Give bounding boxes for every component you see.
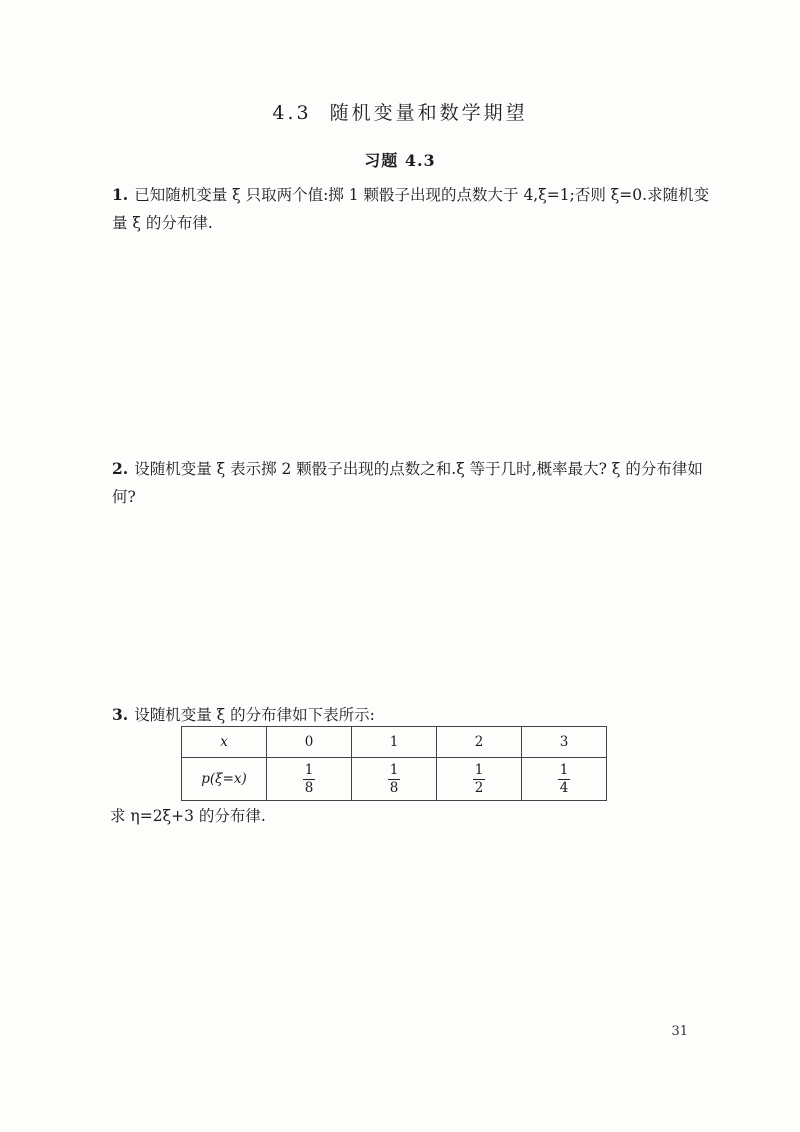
fraction-denominator: 2	[474, 780, 484, 796]
problem-3	[112, 701, 712, 729]
table-row-label-x: x	[182, 727, 267, 758]
page-number: 31	[671, 1024, 688, 1039]
problem-number: 3.	[112, 705, 129, 724]
problem-text: 设随机变量 ξ 的分布律如下表所示:	[134, 706, 375, 724]
table-cell-prob	[352, 758, 437, 801]
table-row-label-p: p(ξ=x)	[182, 758, 267, 801]
table-cell-prob	[437, 758, 522, 801]
table-cell-prob	[522, 758, 607, 801]
fraction-numerator: 1	[474, 762, 484, 778]
table-cell-prob	[267, 758, 352, 801]
fraction-numerator: 1	[559, 762, 569, 778]
table-cell-x: 0	[267, 727, 352, 758]
table-cell-x: 1	[352, 727, 437, 758]
fraction	[473, 763, 485, 796]
fraction	[303, 763, 315, 796]
section-title	[0, 98, 800, 125]
fraction	[558, 763, 570, 796]
problem-number: 2.	[112, 459, 129, 478]
problem-text: 设随机变量 ξ 表示掷 2 颗骰子出现的点数之和.ξ 等于几时,概率最大? ξ 的分布律如何?	[112, 460, 703, 506]
fraction-numerator: 1	[389, 762, 399, 778]
fraction-denominator: 8	[304, 780, 314, 796]
subsection-title: 习题 4.3	[364, 151, 436, 170]
problem-3-question: 求 η=2ξ+3 的分布律.	[110, 807, 266, 825]
table-row	[182, 758, 607, 801]
distribution-table	[181, 726, 607, 801]
section-number: 4.3	[272, 102, 312, 124]
fraction	[388, 763, 400, 796]
problem-1	[112, 181, 712, 237]
table-row	[182, 727, 607, 758]
fraction-denominator: 4	[559, 780, 569, 796]
fraction-numerator: 1	[304, 762, 314, 778]
table-cell-x: 3	[522, 727, 607, 758]
fraction-denominator: 8	[389, 780, 399, 796]
table-cell-x: 2	[437, 727, 522, 758]
problem-2	[112, 455, 712, 511]
problem-number: 1.	[112, 185, 129, 204]
section-heading: 随机变量和数学期望	[329, 102, 528, 124]
problem-text: 已知随机变量 ξ 只取两个值:掷 1 颗骰子出现的点数大于 4,ξ=1;否则 ξ=0.求随机变量 ξ 的分布律.	[112, 186, 710, 232]
